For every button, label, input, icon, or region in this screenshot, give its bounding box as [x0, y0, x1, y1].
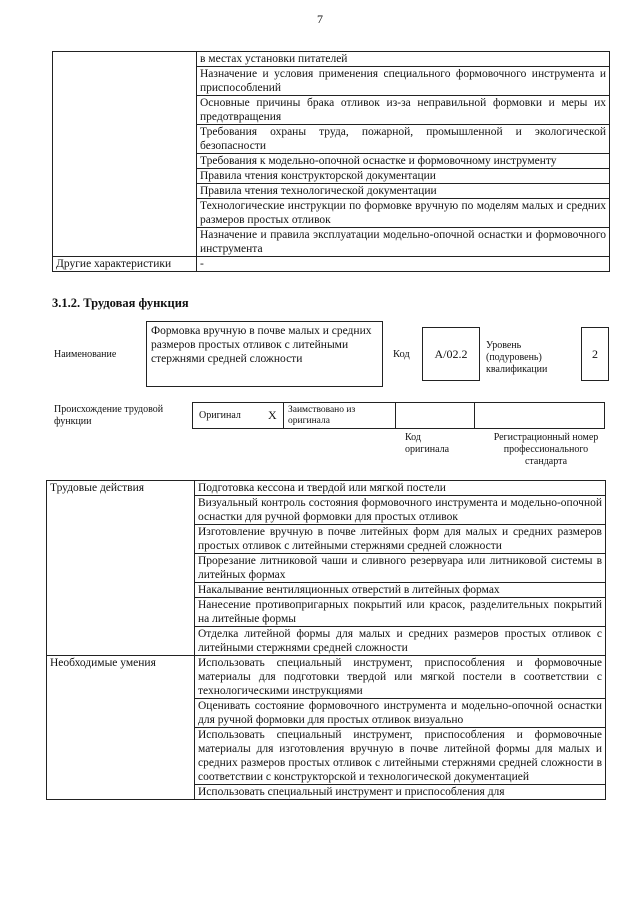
- function-name-box: Формовка вручную в почве малых и средних размеров простых отливок с литейными стержнями средней сложности: [146, 321, 383, 387]
- section-title: 3.1.2. Трудовая функция: [52, 296, 189, 310]
- group-item: Подготовка кессона и твердой или мягкой постели: [195, 481, 606, 496]
- reg-number-label: Регистрационный номер профессионального стандарта: [493, 432, 599, 467]
- row-value: Назначение и условия применения специального формовочного инструмента и приспособлений: [197, 67, 610, 96]
- group-item: Отделка литейной формы для малых и средних размеров простых отливок с литейными стержнями средней сложности: [195, 627, 606, 656]
- name-label: Наименование: [54, 349, 117, 360]
- group-label: Трудовые действия: [47, 481, 195, 656]
- page-number: 7: [317, 12, 323, 26]
- function-details-table: [46, 480, 606, 800]
- reg-number-cell: [474, 402, 605, 429]
- borrowed-label: Заимствовано из оригинала: [288, 405, 356, 426]
- original-mark: X: [268, 408, 277, 422]
- row-label: [53, 52, 197, 257]
- row-value: Требования охраны труда, пожарной, промышленной и экологической безопасности: [197, 125, 610, 154]
- code-label: Код: [393, 349, 410, 360]
- level-label: Уровень (подуровень) квалификации: [486, 340, 548, 375]
- qualification-level-box: 2: [581, 327, 609, 381]
- table-row: [47, 481, 606, 496]
- group-item: Нанесение противопригарных покрытий или красок, разделительных покрытий на литейные формы: [195, 598, 606, 627]
- row-value: Правила чтения конструкторской документации: [197, 169, 610, 184]
- group-item: Оценивать состояние формовочного инструмента и модельно-опочной оснастки для ручной формовки для простых отливок визуально: [195, 699, 606, 728]
- table-row: [53, 257, 610, 272]
- row-value: Правила чтения технологической документации: [197, 184, 610, 199]
- group-item: Накалывание вентиляционных отверстий в литейных формах: [195, 583, 606, 598]
- row-value: Назначение и правила эксплуатации модельно-опочной оснастки и формовочного инструмента: [197, 228, 610, 257]
- knowledge-table-continued: [52, 51, 610, 272]
- row-value: Технологические инструкции по формовке вручную по моделям малых и средних размеров простых отливок: [197, 199, 610, 228]
- original-code-cell: [395, 402, 475, 429]
- row-value: в местах установки питателей: [197, 52, 610, 67]
- original-label: Оригинал: [199, 410, 241, 421]
- row-label: Другие характеристики: [53, 257, 197, 272]
- group-item: Использовать специальный инструмент и приспособления для: [195, 785, 606, 800]
- group-item: Прорезание литниковой чаши и сливного резервуара или литниковой системы в литейных формах: [195, 554, 606, 583]
- original-cell: [192, 402, 284, 429]
- row-value: Основные причины брака отливок из-за неправильной формовки и меры их предотвращения: [197, 96, 610, 125]
- origin-row: [192, 402, 605, 429]
- function-code-box: A/02.2: [422, 327, 480, 381]
- group-item: Использовать специальный инструмент, приспособления и формовочные материалы для изготовления вручную в почве литейной формы для малых и средних размеров простых отливок с литейными стержнями средней сложности в соответствии с конструкторской и технологической документацией: [195, 728, 606, 785]
- borrowed-cell: [283, 402, 396, 429]
- original-code-label: Код оригинала: [405, 432, 450, 455]
- row-value: -: [197, 257, 610, 272]
- group-item: Визуальный контроль состояния формовочного инструмента и модельно-опочной оснастки для ручной формовки для простых отливок: [195, 496, 606, 525]
- table-row: [47, 656, 606, 699]
- group-item: Изготовление вручную в почве литейных форм для малых и средних размеров простых отливок с литейными стержнями средней сложности: [195, 525, 606, 554]
- origin-label: Происхождение трудовой функции: [54, 404, 164, 427]
- group-label: Необходимые умения: [47, 656, 195, 800]
- row-value: Требования к модельно-опочной оснастке и формовочному инструменту: [197, 154, 610, 169]
- group-item: Использовать специальный инструмент, приспособления и формовочные материалы для подготовки твердой или мягкой постели в соответствии с технологическими инструкциями: [195, 656, 606, 699]
- table-row: [53, 52, 610, 67]
